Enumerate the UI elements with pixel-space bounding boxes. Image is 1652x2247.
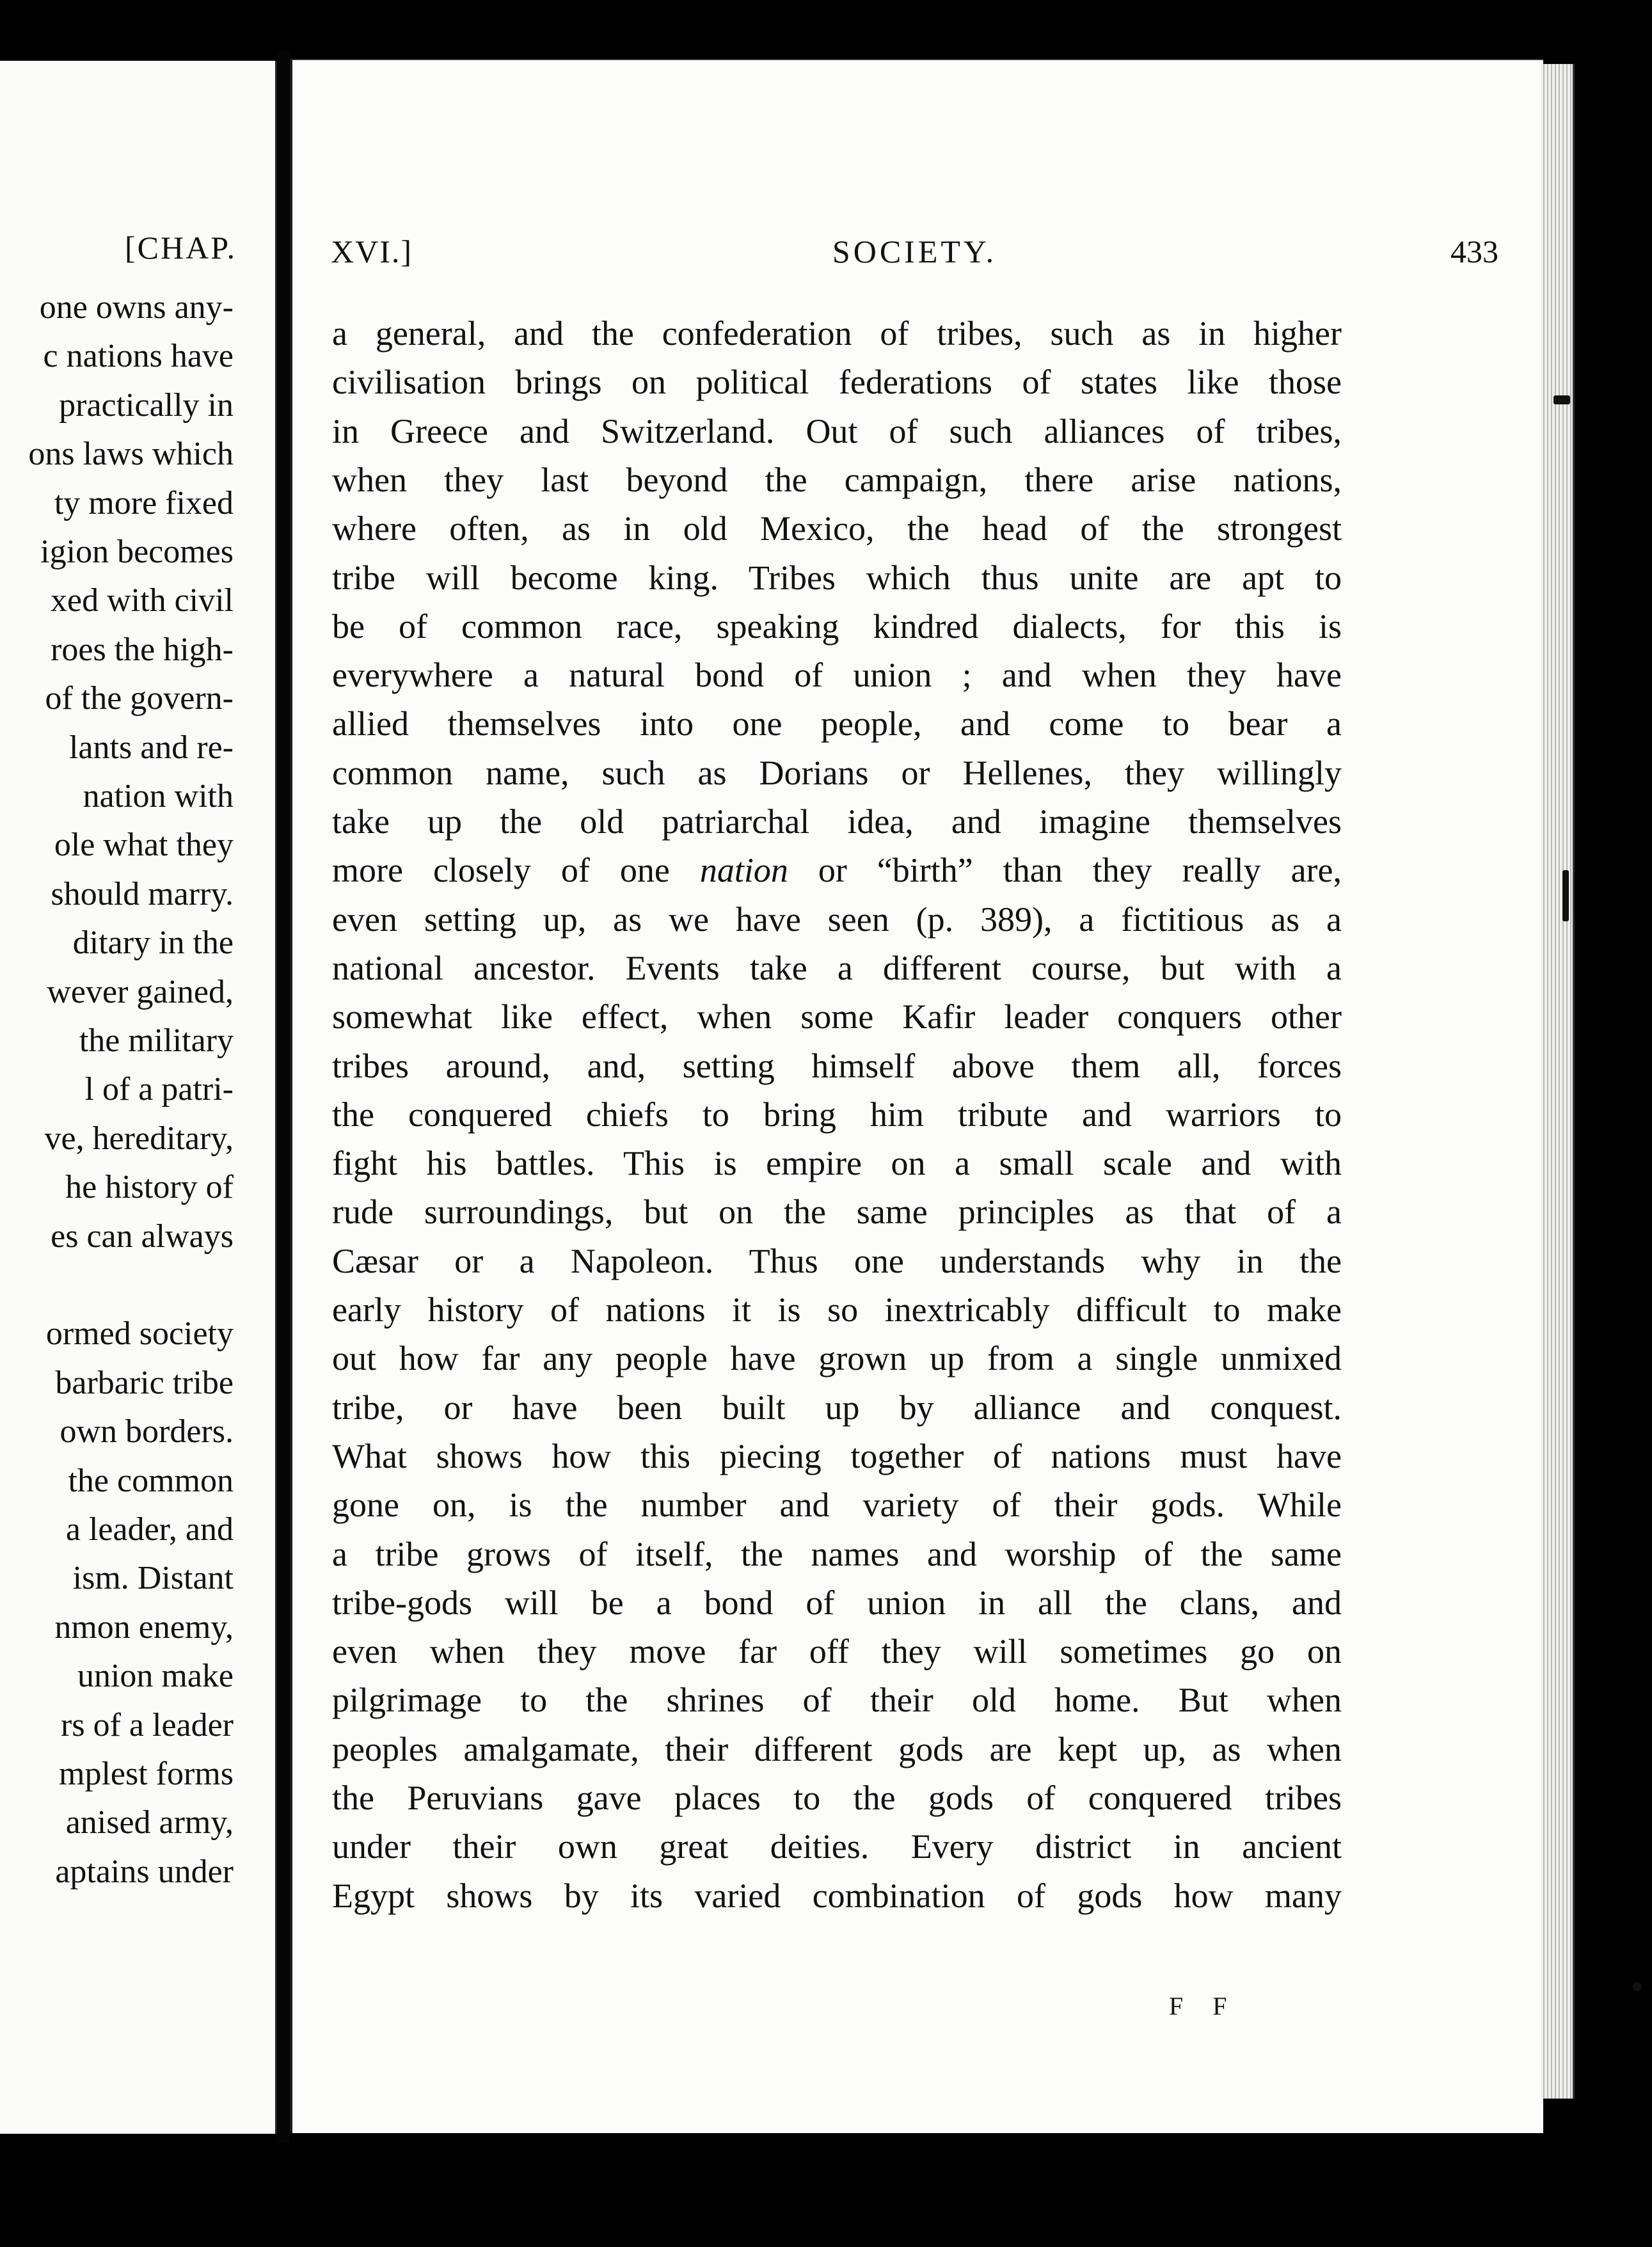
left-text-line: nation with — [83, 778, 234, 814]
left-text-line: one owns any- — [39, 289, 234, 326]
left-text-line: own borders. — [60, 1413, 234, 1450]
left-text-line: of the govern- — [45, 680, 234, 717]
left-text-line: union make — [77, 1658, 234, 1695]
running-title: SOCIETY. — [832, 234, 997, 269]
body-text-line: tribe will become king. Tribes which thus unite are apt to — [332, 558, 1342, 597]
body-text-line: civilisation brings on political federations of states like those — [332, 363, 1342, 402]
left-text-line: barbaric tribe — [55, 1364, 234, 1401]
left-text-line: roes the high- — [51, 631, 234, 668]
edge-mark — [1553, 395, 1570, 404]
body-text-line: tribes around, and, setting himself above them all, forces — [332, 1046, 1342, 1085]
left-text-line: the common — [68, 1462, 234, 1499]
body-text-line: common name, such as Dorians or Hellenes, they willingly — [332, 753, 1342, 792]
left-text-line: igion becomes — [40, 534, 234, 570]
left-text-line: a leader, and — [65, 1511, 234, 1548]
left-text-line: the military — [79, 1022, 234, 1059]
signature-mark: F F — [1169, 1992, 1239, 2021]
left-text-line: c nations have — [43, 338, 234, 375]
left-text-line: ve, hereditary, — [44, 1120, 234, 1157]
left-text-line: mplest forms — [59, 1756, 234, 1792]
left-text-line: lants and re- — [68, 729, 234, 766]
left-text-line: ditary in the — [72, 925, 234, 962]
chapter-number: XVI.] — [331, 234, 413, 269]
body-text-line: a tribe grows of itself, the names and worship of the same — [332, 1534, 1342, 1573]
left-running-head: [CHAP. — [125, 230, 237, 266]
body-text-line: What shows how this piecing together of nations must have — [332, 1436, 1342, 1475]
body-text-line: peoples amalgamate, their different gods are kept up, as when — [332, 1729, 1342, 1768]
left-text-line: ty more fixed — [54, 484, 234, 521]
body-text-line: in Greece and Switzerland. Out of such alliances of tribes, — [332, 411, 1342, 450]
body-text-line: tribe, or have been built up by alliance and conquest. — [332, 1388, 1342, 1427]
body-text-line: Cæsar or a Napoleon. Thus one understands why in the — [332, 1241, 1342, 1280]
left-text-line: ormed society — [45, 1315, 234, 1353]
body-text-line: everywhere a natural bond of union ; and when they have — [332, 656, 1342, 695]
emphasis: nation — [699, 851, 788, 890]
left-text-line: ole what they — [54, 827, 234, 864]
left-text-line: anised army, — [65, 1804, 234, 1841]
body-text-line: take up the old patriarchal idea, and imagine themselves — [332, 802, 1342, 841]
body-text-line: under their own great deities. Every district in ancient — [332, 1827, 1342, 1866]
body-text-line: even setting up, as we have seen (p. 389), a fictitious as a — [332, 900, 1342, 939]
page-edges — [1541, 64, 1575, 2099]
edge-mark — [1562, 870, 1569, 921]
left-text-line: es can always — [51, 1218, 234, 1255]
book-gutter — [277, 51, 290, 2143]
left-text-line: xed with civil — [51, 582, 234, 619]
body-text-line: rude surroundings, but on the same principles as that of a — [332, 1193, 1342, 1232]
body-text-line: the conquered chiefs to bring him tribute and warriors to — [332, 1095, 1342, 1134]
body-text-line: more closely of one nation or “birth” than they really are, — [332, 851, 1342, 890]
left-text-line: l of a patri- — [84, 1071, 234, 1108]
body-text-line: allied themselves into one people, and come to bear a — [332, 704, 1342, 743]
body-text-line: national ancestor. Events take a different course, but with a — [332, 948, 1342, 987]
page-number: 433 — [1450, 234, 1498, 269]
edge-mark — [1633, 1982, 1642, 1991]
body-text-line: when they last beyond the campaign, there arise nations, — [332, 460, 1342, 499]
left-text-line: nmon enemy, — [54, 1608, 234, 1646]
body-text-line: be of common race, speaking kindred dialects, for this is — [332, 607, 1342, 646]
left-page — [0, 61, 277, 2134]
left-text-line: ism. Distant — [72, 1560, 234, 1597]
body-text-line: pilgrimage to the shrines of their old home. But when — [332, 1681, 1342, 1720]
body-text-line: a general, and the confederation of tribes, such as in higher — [332, 314, 1342, 353]
body-text-line: gone on, is the number and variety of their gods. While — [332, 1486, 1342, 1525]
left-text-line: wever gained, — [47, 973, 234, 1010]
left-text-line: ons laws which — [28, 436, 234, 473]
body-text-line: Egypt shows by its varied combination of gods how many — [332, 1876, 1342, 1915]
body-text-line: fight his battles. This is empire on a small scale and with — [332, 1144, 1342, 1183]
left-text-line: aptains under — [55, 1853, 234, 1890]
body-text-line: out how far any people have grown up from a single unmixed — [332, 1339, 1342, 1378]
left-text-line: practically in — [59, 386, 234, 424]
left-text-line: he history of — [65, 1169, 234, 1206]
body-text-line: even when they move far off they will sometimes go on — [332, 1632, 1342, 1671]
body-text-line: the Peruvians gave places to the gods of conquered tribes — [332, 1779, 1342, 1817]
body-text-line: early history of nations it is so inextricably difficult to make — [332, 1290, 1342, 1329]
body-text-line: where often, as in old Mexico, the head of the strongest — [332, 509, 1342, 548]
left-text-line: rs of a leader — [61, 1706, 234, 1743]
body-text-line: somewhat like effect, when some Kafir leader conquers other — [332, 997, 1342, 1036]
left-text-line: should marry. — [51, 875, 234, 912]
body-text-line: tribe-gods will be a bond of union in all the clans, and — [332, 1583, 1342, 1622]
right-page — [290, 59, 1543, 2133]
running-head — [331, 233, 1498, 271]
